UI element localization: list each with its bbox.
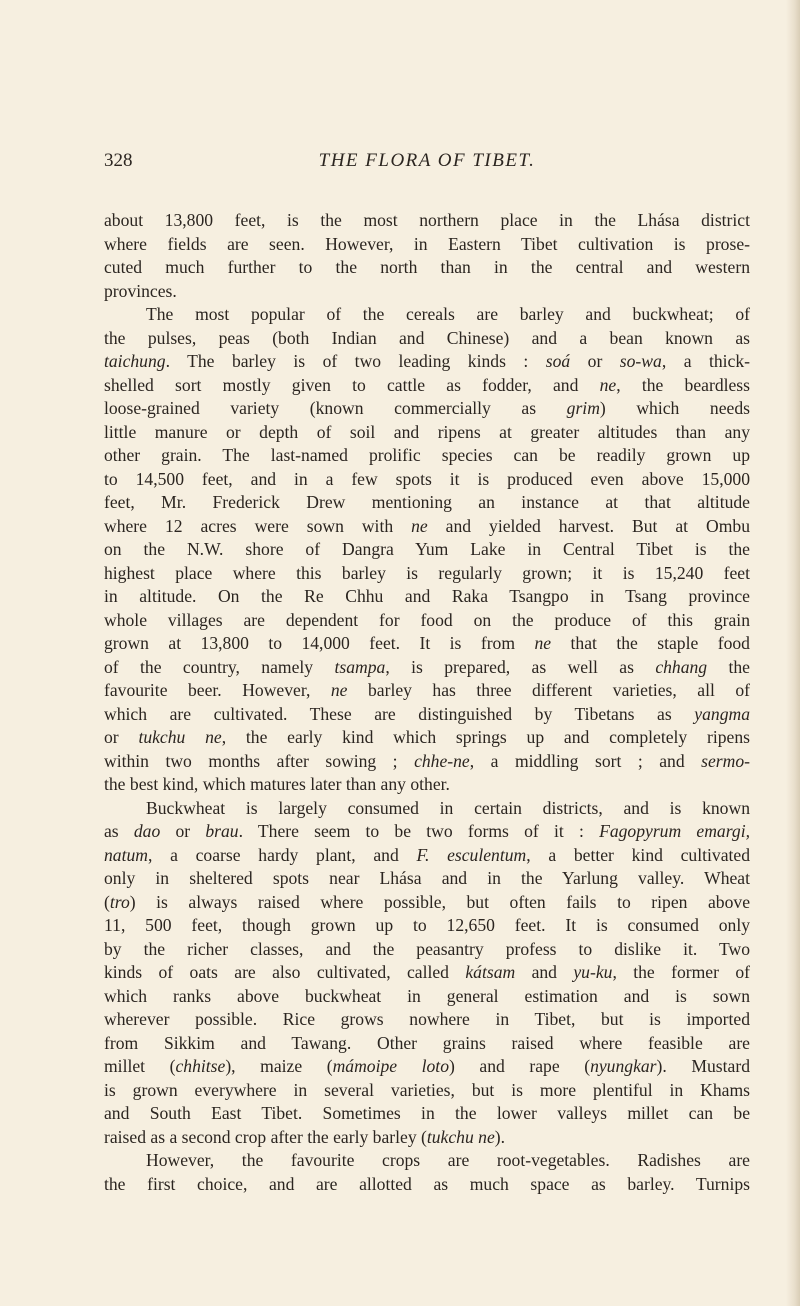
- text-run: in altitude. On the Re Chhu and Raka Tsangpo in Tsang province: [104, 586, 750, 606]
- text-line: [104, 491, 750, 515]
- text-run: where fields are seen. However, in Eastern Tibet cultivation is prose-: [104, 233, 750, 254]
- text-run: barley has three different varieties, all of: [347, 680, 751, 700]
- text-run: other grain. The last-named prolific species can be readily grown up: [104, 445, 750, 465]
- text-run: which ranks above buckwheat in general estimation and is sown: [104, 985, 750, 1006]
- text-run: to 14,500 feet, and in a few spots it is produced even above 15,000: [104, 468, 750, 489]
- text-line: [104, 750, 750, 774]
- text-run: the first choice, and are allotted as much space as barley. Turnips: [104, 1173, 750, 1194]
- text-line: [104, 327, 750, 351]
- text-run: , the beardless: [616, 374, 751, 395]
- text-line: [104, 1102, 750, 1126]
- text-run: the pulses, peas (both Indian and Chinese) and a bean known as: [104, 327, 750, 348]
- text-run: , the early kind which springs up and completely ripens: [221, 727, 750, 747]
- italic-term: mámoipe loto: [332, 1056, 449, 1076]
- text-run: the: [707, 656, 750, 677]
- text-run: ). Mustard: [656, 1056, 750, 1076]
- text-run: or: [104, 727, 139, 747]
- text-line: [104, 985, 750, 1009]
- italic-term: ne: [411, 515, 428, 536]
- text-run: highest place where this barley is regularly grown; it is 15,240 feet: [104, 562, 750, 583]
- italic-term: nyungkar: [590, 1056, 657, 1076]
- italic-term: tukchu ne: [426, 1126, 495, 1147]
- text-line: [104, 280, 750, 304]
- text-line: [104, 773, 750, 797]
- text-line: [104, 703, 750, 727]
- text-run: only in sheltered spots near Lhása and in the Yarlung valley. Wheat: [104, 868, 750, 888]
- text-line: [104, 1173, 750, 1197]
- text-run: shelled sort mostly given to cattle as fodder, and: [104, 374, 600, 395]
- text-line: [104, 303, 750, 327]
- text-line: [104, 1055, 750, 1079]
- text-line: [104, 1149, 750, 1173]
- page-number: 328: [104, 150, 133, 171]
- italic-term: tsampa: [334, 656, 386, 677]
- text-run: whole villages are dependent for food on the produce of this grain: [104, 609, 750, 630]
- text-line: [104, 421, 750, 445]
- text-run: raised as a second crop after the early barley (: [104, 1126, 427, 1147]
- text-line: [104, 1008, 750, 1032]
- text-line: [104, 797, 750, 821]
- text-line: [104, 844, 750, 868]
- italic-term: kátsam: [465, 962, 516, 982]
- italic-term: dao: [133, 821, 161, 841]
- text-run: ) which needs: [599, 398, 750, 418]
- text-line: [104, 679, 750, 703]
- italic-term: so-wa: [619, 351, 662, 371]
- text-run: , a middling sort ; and: [469, 750, 702, 771]
- text-line: [104, 350, 750, 374]
- text-line: [104, 374, 750, 398]
- italic-term: sermo-: [701, 750, 750, 771]
- text-run: the best kind, which matures later than any other.: [104, 774, 450, 794]
- text-line: [104, 632, 750, 656]
- italic-term: ne: [599, 374, 617, 395]
- text-run: (: [104, 891, 110, 912]
- text-run: ).: [494, 1126, 506, 1147]
- text-run: ), maize (: [225, 1056, 333, 1076]
- text-line: [104, 938, 750, 962]
- text-line: [104, 609, 750, 633]
- body-text: [104, 209, 750, 1196]
- text-line: [104, 726, 750, 750]
- text-run: loose-grained variety (known commercially as: [104, 398, 567, 418]
- italic-term: tukchu ne: [138, 727, 222, 747]
- text-run: The most popular of the cereals are barley and buckwheat; of: [146, 304, 750, 324]
- text-run: . The barley is of two leading kinds :: [165, 351, 546, 371]
- text-line: [104, 256, 750, 280]
- text-line: [104, 233, 750, 257]
- text-run: ) is always raised where possible, but often fails to ripen above: [129, 891, 750, 912]
- text-run: cuted much further to the north than in the central and western: [104, 257, 750, 277]
- text-run: or: [160, 821, 206, 841]
- italic-term: natum: [104, 844, 148, 865]
- italic-term: tro: [109, 891, 130, 912]
- text-run: 11, 500 feet, though grown up to 12,650 feet. It is consumed only: [104, 915, 750, 935]
- text-line: [104, 468, 750, 492]
- text-run: . There seem to be two forms of it :: [238, 821, 600, 841]
- text-line: [104, 656, 750, 680]
- text-line: [104, 538, 750, 562]
- text-run: of the country, namely: [104, 656, 335, 677]
- text-run: grown at 13,800 to 14,000 feet. It is from: [104, 633, 535, 653]
- text-run: or: [570, 351, 620, 371]
- italic-term: soá: [545, 351, 571, 371]
- text-line: [104, 1079, 750, 1103]
- text-run: kinds of oats are also cultivated, called: [104, 962, 466, 982]
- text-line: [104, 562, 750, 586]
- text-run: , a coarse hardy plant, and: [147, 844, 417, 865]
- text-run: wherever possible. Rice grows nowhere in Tibet, but is imported: [104, 1009, 750, 1029]
- text-run: that the staple food: [551, 633, 750, 653]
- italic-term: yu-ku: [573, 962, 613, 982]
- text-run: Buckwheat is largely consumed in certain districts, and is known: [146, 797, 750, 818]
- text-line: [104, 961, 750, 985]
- italic-term: ne: [330, 680, 348, 700]
- text-run: where 12 acres were sown with: [104, 515, 412, 536]
- text-line: [104, 891, 750, 915]
- page-edge-shadow: [786, 0, 800, 1306]
- text-line: [104, 515, 750, 539]
- text-line: [104, 209, 750, 233]
- text-run: by the richer classes, and the peasantry profess to dislike it. Two: [104, 938, 750, 959]
- text-run: little manure or depth of soil and ripens at greater altitudes than any: [104, 421, 750, 442]
- text-run: and South East Tibet. Sometimes in the lower valleys millet can be: [104, 1103, 750, 1123]
- text-run: which are cultivated. These are distinguished by Tibetans as: [104, 703, 695, 724]
- text-run: on the N.W. shore of Dangra Yum Lake in Central Tibet is the: [104, 539, 750, 559]
- text-run: However, the favourite crops are root-vegetables. Radishes are: [146, 1150, 750, 1170]
- running-header: [104, 150, 750, 178]
- text-run: provinces.: [104, 280, 177, 301]
- text-run: ) and rape (: [449, 1056, 591, 1076]
- italic-term: Fagopyrum emargi,: [599, 821, 750, 841]
- text-run: , the former of: [612, 962, 751, 982]
- text-run: and: [515, 962, 574, 982]
- italic-term: grim: [566, 398, 600, 418]
- italic-term: chhe-ne: [414, 750, 470, 771]
- italic-term: ne: [534, 633, 552, 653]
- running-title: THE FLORA OF TIBET.: [318, 150, 536, 171]
- text-line: [104, 1032, 750, 1056]
- text-line: [104, 820, 750, 844]
- text-run: , is prepared, as well as: [385, 656, 656, 677]
- text-run: within two months after sowing ;: [104, 750, 415, 771]
- text-line: [104, 444, 750, 468]
- text-run: is grown everywhere in several varieties, but is more plentiful in Khams: [104, 1079, 750, 1100]
- italic-term: chhang: [655, 656, 708, 677]
- text-run: about 13,800 feet, is the most northern place in the Lhása district: [104, 210, 750, 230]
- italic-term: chhitse: [175, 1056, 226, 1076]
- italic-term: F. esculentum: [416, 844, 527, 865]
- text-run: , a thick-: [661, 351, 751, 371]
- text-run: and yielded harvest. But at Ombu: [427, 515, 750, 536]
- text-run: favourite beer. However,: [104, 680, 331, 700]
- text-line: [104, 1126, 750, 1150]
- text-run: as: [104, 821, 134, 841]
- text-line: [104, 914, 750, 938]
- text-line: [104, 867, 750, 891]
- italic-term: yangma: [694, 703, 750, 724]
- italic-term: brau: [205, 821, 239, 841]
- italic-term: taichung: [104, 351, 166, 371]
- text-run: millet (: [104, 1056, 176, 1076]
- text-line: [104, 585, 750, 609]
- text-line: [104, 397, 750, 421]
- text-run: feet, Mr. Frederick Drew mentioning an instance at that altitude: [104, 492, 750, 512]
- text-run: from Sikkim and Tawang. Other grains raised where feasible are: [104, 1032, 750, 1053]
- text-run: , a better kind cultivated: [526, 844, 750, 865]
